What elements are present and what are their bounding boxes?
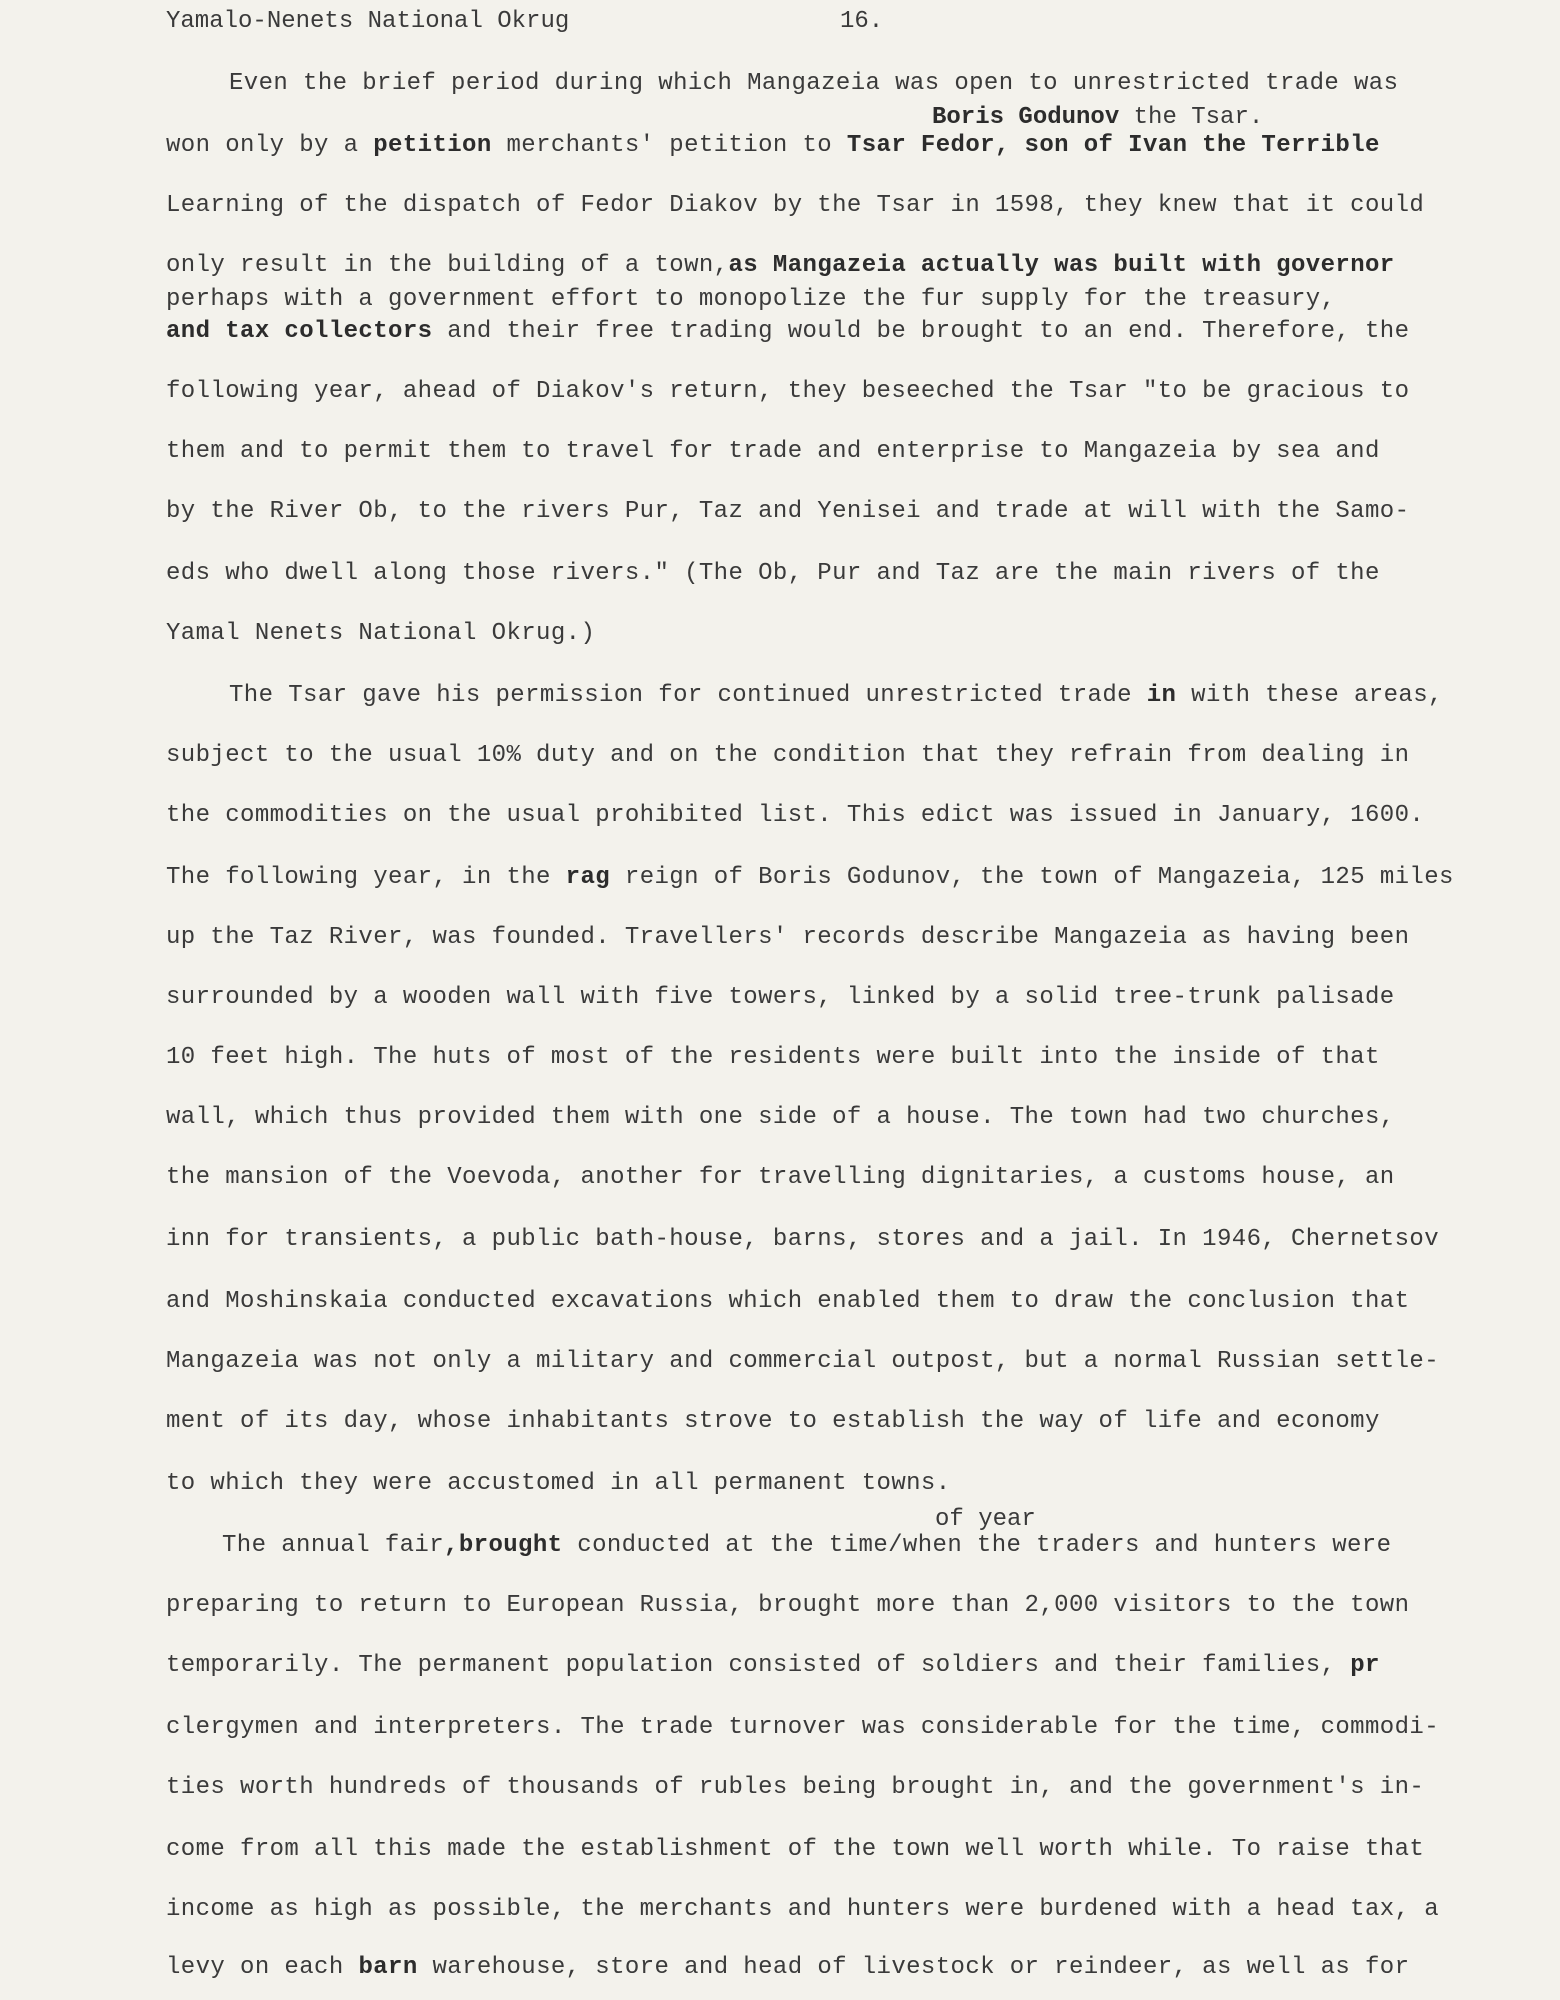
line-text: them and to permit them to travel for trade and enterprise to Mangazeia by sea and xyxy=(166,438,1380,465)
insertion-year: of year xyxy=(935,1506,1036,1533)
text-line xyxy=(166,286,1335,313)
line-text: preparing to return to European Russia, brought more than 2,000 visitors to the town xyxy=(166,1592,1410,1619)
struck-text: as Mangazeia actually was built with governor xyxy=(728,252,1395,279)
line-text: reign of Boris Godunov, the town of Mangazeia, 125 miles xyxy=(610,864,1454,891)
text-line xyxy=(166,252,1395,279)
text-line xyxy=(166,1714,1439,1741)
line-text: Even the brief period during which Mangazeia was open to unrestricted trade was xyxy=(229,70,1399,97)
line-text: the commodities on the usual prohibited list. This edict was issued in January, 1600. xyxy=(166,802,1425,829)
line-text: 10 feet high. The huts of most of the residents were built into the inside of that xyxy=(166,1044,1380,1071)
line-text: The following year, in the xyxy=(166,864,566,891)
text-line xyxy=(166,802,1424,829)
text-line xyxy=(166,1470,951,1497)
text-line xyxy=(166,132,1380,159)
document-title: Yamalo-Nenets National Okrug xyxy=(166,8,570,35)
line-text: Mangazeia was not only a military and commercial outpost, but a normal Russian settle- xyxy=(166,1348,1440,1375)
inserted-text: the Tsar. xyxy=(1119,104,1264,131)
line-text: to which they were accustomed in all permanent towns. xyxy=(166,1470,951,1497)
line-text: following year, ahead of Diakov's return, they beseeched the Tsar "to be gracious to xyxy=(166,378,1410,405)
text-line xyxy=(166,1104,1395,1131)
struck-text: Tsar Fedor, son of Ivan the Terrible xyxy=(846,132,1380,159)
text-line xyxy=(166,1044,1380,1071)
struck-text: in xyxy=(1146,682,1177,709)
text-line xyxy=(229,70,1398,97)
line-text: and Moshinskaia conducted excavations which enabled them to draw the conclusion that xyxy=(166,1288,1410,1315)
text-line xyxy=(166,560,1380,587)
text-line xyxy=(166,742,1409,769)
text-line xyxy=(166,1774,1424,1801)
text-line xyxy=(166,1954,1409,1981)
text-line xyxy=(166,864,1454,891)
line-text: perhaps with a government effort to monopolize the fur supply for the treasury, xyxy=(166,286,1336,313)
text-line xyxy=(166,1592,1409,1619)
line-text: by the River Ob, to the rivers Pur, Taz and Yenisei and trade at will with the Samo- xyxy=(166,498,1410,525)
text-line xyxy=(166,1164,1395,1191)
struck-text: Boris Godunov xyxy=(932,104,1120,131)
line-text: The annual fair xyxy=(222,1532,445,1559)
line-text: temporarily. The permanent population consisted of soldiers and their families, xyxy=(166,1652,1351,1679)
line-text: surrounded by a wooden wall with five towers, linked by a solid tree-trunk palisade xyxy=(166,984,1395,1011)
page-header xyxy=(166,8,884,35)
text-line xyxy=(166,1408,1380,1435)
text-line xyxy=(166,1348,1439,1375)
line-text: subject to the usual 10% duty and on the condition that they refrain from dealing in xyxy=(166,742,1410,769)
text-line xyxy=(166,620,595,647)
text-line xyxy=(166,1288,1409,1315)
line-text: income as high as possible, the merchants and hunters were burdened with a head tax, a xyxy=(166,1896,1440,1923)
text-line xyxy=(166,1226,1439,1253)
line-text: merchants' petition to xyxy=(491,132,847,159)
line-text: won only by a xyxy=(166,132,374,159)
line-text: inn for transients, a public bath-house, barns, stores and a jail. In 1946, Chernetsov xyxy=(166,1226,1440,1253)
struck-text: petition xyxy=(373,132,492,159)
text-line xyxy=(166,1652,1380,1679)
text-line xyxy=(166,1836,1424,1863)
text-line xyxy=(166,192,1424,219)
line-text: wall, which thus provided them with one side of a house. The town had two churches, xyxy=(166,1104,1395,1131)
line-text: ment of its day, whose inhabitants strove to establish the way of life and economy xyxy=(166,1408,1380,1435)
insertion-tsar xyxy=(932,104,1263,131)
line-text: levy on each xyxy=(166,1954,359,1981)
line-text: and their free trading would be brought to an end. Therefore, the xyxy=(432,318,1410,345)
text-line xyxy=(229,682,1443,709)
struck-text: barn xyxy=(358,1954,418,1981)
page-number: 16. xyxy=(840,8,884,35)
text-line xyxy=(222,1532,1391,1559)
text-line xyxy=(166,984,1395,1011)
text-line xyxy=(166,438,1380,465)
line-text: ties worth hundreds of thousands of rubles being brought in, and the government's in- xyxy=(166,1774,1425,1801)
text-line xyxy=(166,498,1409,525)
line-text: up the Taz River, was founded. Travellers' records describe Mangazeia as having been xyxy=(166,924,1410,951)
line-text: Learning of the dispatch of Fedor Diakov by the Tsar in 1598, they knew that it could xyxy=(166,192,1425,219)
line-text: Yamal Nenets National Okrug.) xyxy=(166,620,596,647)
line-text: eds who dwell along those rivers." (The Ob, Pur and Taz are the main rivers of the xyxy=(166,560,1380,587)
line-text: come from all this made the establishment of the town well worth while. To raise that xyxy=(166,1836,1425,1863)
text-line xyxy=(166,924,1409,951)
line-text: warehouse, store and head of livestock or reindeer, as well as for xyxy=(417,1954,1410,1981)
line-text: with these areas, xyxy=(1176,682,1443,709)
struck-text: ,brought xyxy=(444,1532,563,1559)
line-text: only result in the building of a town, xyxy=(166,252,729,279)
line-text: clergymen and interpreters. The trade turnover was considerable for the time, commodi- xyxy=(166,1714,1440,1741)
text-line xyxy=(166,318,1409,345)
text-line xyxy=(166,1896,1439,1923)
line-text: conducted at the time/when the traders and hunters were xyxy=(562,1532,1392,1559)
line-text: the mansion of the Voevoda, another for travelling dignitaries, a customs house, an xyxy=(166,1164,1395,1191)
struck-text: rag xyxy=(565,864,611,891)
struck-text: and tax collectors xyxy=(166,318,433,345)
line-text: The Tsar gave his permission for continued unrestricted trade xyxy=(229,682,1147,709)
struck-text: pr xyxy=(1350,1652,1380,1679)
text-line xyxy=(166,378,1409,405)
